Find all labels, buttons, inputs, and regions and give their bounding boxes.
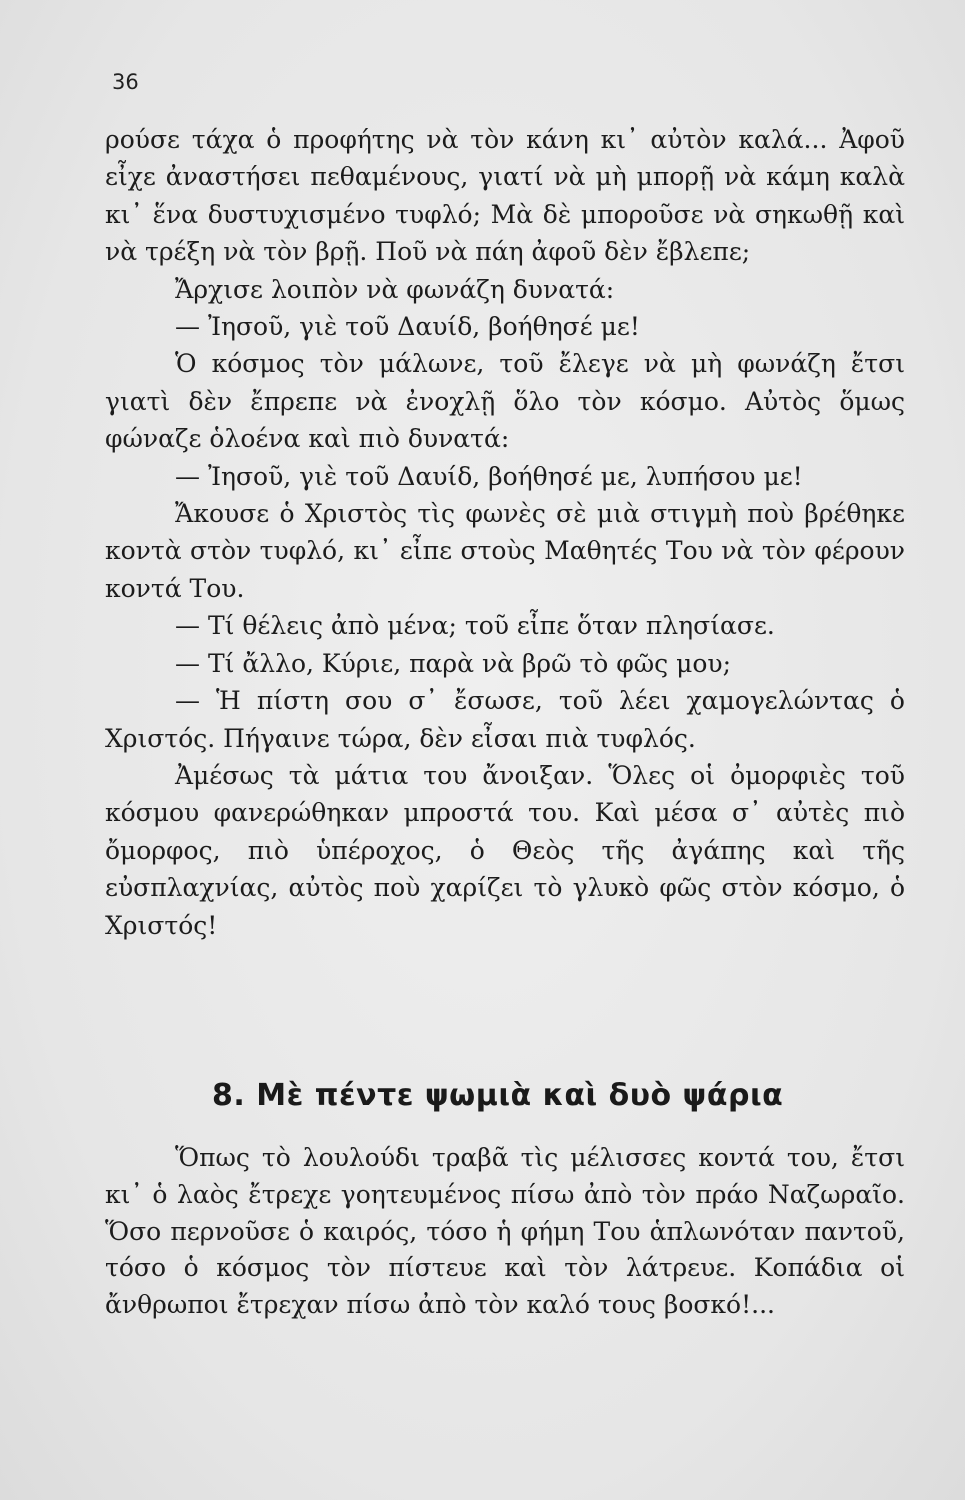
paragraph: Ὁ κόσμος τὸν μάλωνε, τοῦ ἔλεγε νὰ μὴ φωνάζη ἔτσι γιατὶ δὲν ἔπρεπε νὰ ἐνοχλῇ ὅλο τὸν κόσμο. Αὐτὸς ὅμως φώναζε ὁλοένα καὶ πιὸ δυνατά: xyxy=(105,349,905,454)
dialogue-line: — Τί θέλεις ἀπὸ μένα; τοῦ εἶπε ὅταν πλησίασε. xyxy=(175,611,775,641)
paragraph: Ὅπως τὸ λουλούδι τραβᾶ τὶς μέλισσες κοντά του, ἔτσι κι᾽ ὁ λαὸς ἔτρεχε γοητευμένος πίσω ἀπὸ τὸν πράο Ναζωραῖο. Ὅσο περνοῦσε ὁ καιρός, τόσο ἡ φήμη Του ἁπλωνόταν παντοῦ, τόσο ὁ κόσμος τὸν πίστευε καὶ τὸν λάτρευε. Κοπάδια οἱ ἄνθρωποι ἔτρεχαν πίσω ἀπὸ τὸν καλό τους βοσκό!... xyxy=(105,1143,905,1320)
paragraph: Ἀμέσως τὰ μάτια του ἄνοιξαν. Ὅλες οἱ ὀμορφιὲς τοῦ κόσμου φανερώθηκαν μπροστά του. Καὶ μέσα σ᾽ αὐτὲς πιὸ ὄμορφος, πιὸ ὑπέροχος, ὁ Θεὸς τῆς ἀγάπης καὶ τῆς εὐσπλαχνίας, αὐτὸς ποὺ χαρίζει τὸ γλυκὸ φῶς στὸν κόσμο, ὁ Χριστός! xyxy=(105,760,905,940)
dialogue-line: — Τί ἄλλο, Κύριε, παρὰ νὰ βρῶ τὸ φῶς μου; xyxy=(175,648,732,678)
paragraph: Ἄρχισε λοιπὸν νὰ φωνάζη δυνατά: xyxy=(175,274,615,304)
paragraph: ρούσε τάχα ὁ προφήτης νὰ τὸν κάνη κι᾽ αὐτὸν καλά... Ἀφοῦ εἶχε ἀναστήσει πεθαμένους, γιατί νὰ μὴ μπορῇ νὰ κάμη καλὰ κι᾽ ἕνα δυστυχισμένο τυφλό; Μὰ δὲ μποροῦσε νὰ σηκωθῇ καὶ νὰ τρέξη νὰ τὸν βρῇ. Ποῦ νὰ πάη ἀφοῦ δὲν ἔβλεπε; xyxy=(105,125,905,267)
story-text-section-2 xyxy=(105,1140,905,1324)
dialogue-line: — Ἰησοῦ, γιὲ τοῦ Δαυίδ, βοήθησέ με, λυπήσου με! xyxy=(175,461,803,491)
paragraph: Ἄκουσε ὁ Χριστὸς τὶς φωνὲς σὲ μιὰ στιγμὴ ποὺ βρέθηκε κοντὰ στὸν τυφλό, κι᾽ εἶπε στοὺς Μαθητές Του νὰ τὸν φέρουν κοντά Του. xyxy=(105,499,905,603)
story-text-section-1 xyxy=(105,121,905,944)
page-number: 36 xyxy=(112,70,139,94)
dialogue-line: — Ἰησοῦ, γιὲ τοῦ Δαυίδ, βοήθησέ με! xyxy=(175,312,640,342)
dialogue-line: — Ἡ πίστη σου σ᾽ ἔσωσε, τοῦ λέει χαμογελώντας ὁ Χριστός. Πήγαινε τώρα, δὲν εἶσαι πιὰ τυφλός. xyxy=(105,686,905,753)
chapter-heading: 8. Μὲ πέντε ψωμιὰ καὶ δυὸ ψάρια xyxy=(212,1078,784,1113)
